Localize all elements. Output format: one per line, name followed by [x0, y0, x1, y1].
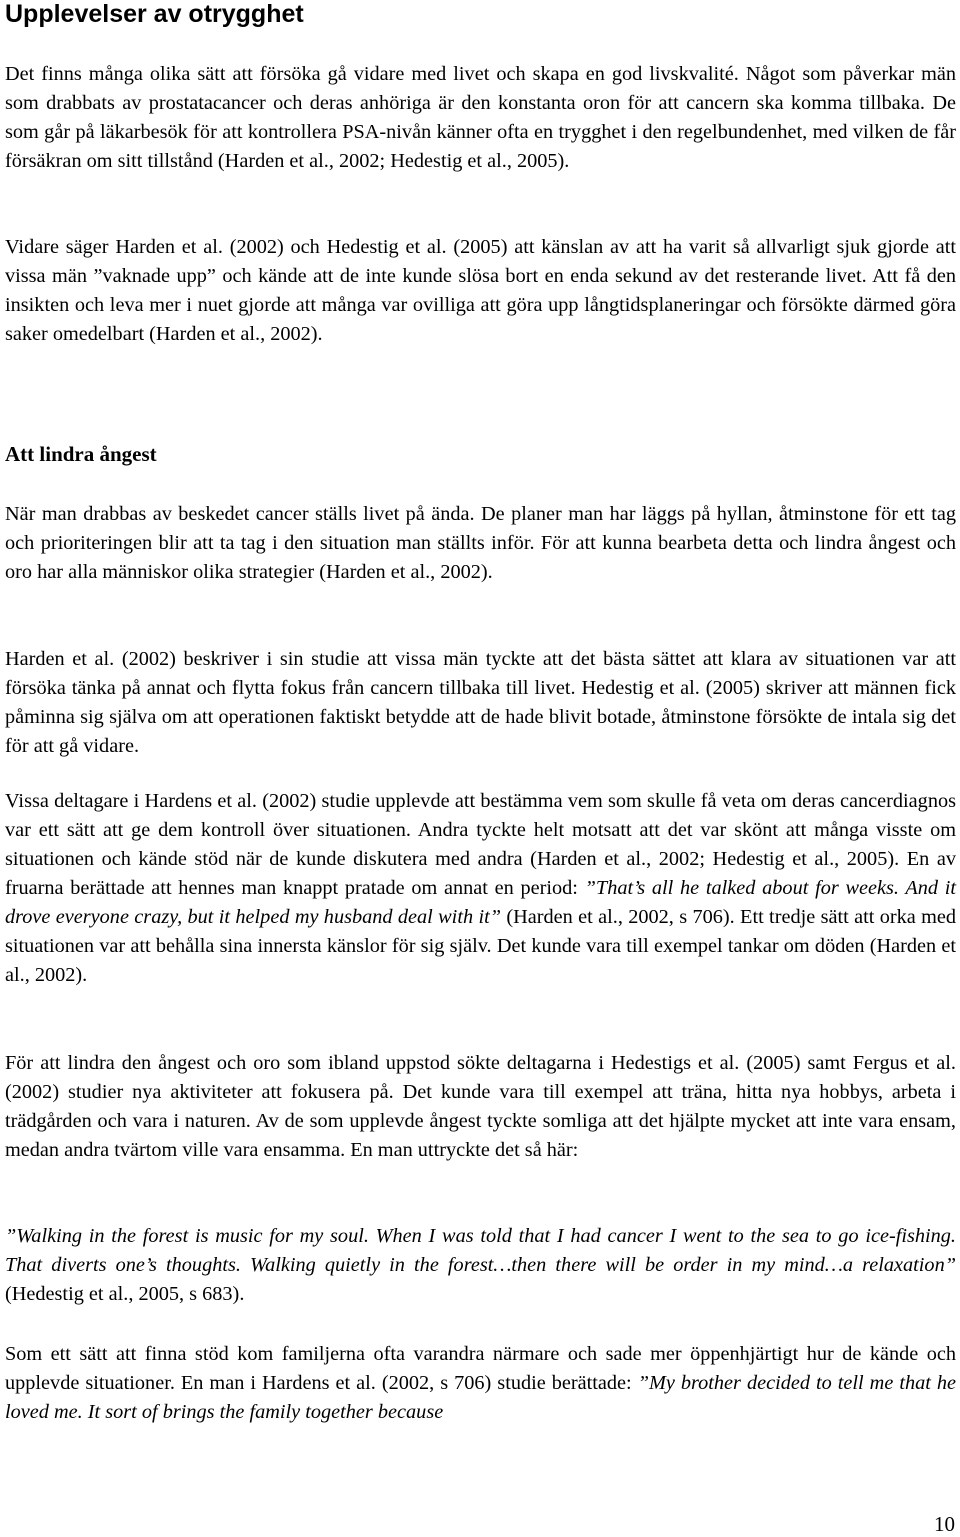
section-heading: Upplevelser av otrygghet — [5, 0, 304, 28]
paragraph-5-text-after: (Harden et al., 2002, s 706). Ett tredje sätt att orka med situationen var att behålla sina innersta känslor för sig själv. Det kunde vara till exempel tankar om döden (Harden et al., 2002). — [5, 906, 956, 986]
paragraph-2: Vidare säger Harden et al. (2002) och Hedestig et al. (2005) att känslan av att ha varit så allvarligt sjuk gjorde att vissa män ”vaknade upp” och kände att de inte kunde slösa bort en enda sekund av det resterande livet. Att få den insikten och leva mer i nuet gjorde att många var ovilliga att göra upp långtidsplaneringar och försökte därmed göra saker omedelbart (Harden et al., 2002). — [5, 236, 956, 345]
paragraph-3: När man drabbas av beskedet cancer ställs livet på ända. De planer man har läggs på hyllan, åtminstone för ett tag och prioriteringen blir att ta tag i den situation man ställts inför. För att kunna bearbeta detta och lindra ångest och oro har alla människor olika strategier (Harden et al., 2002). — [5, 503, 956, 583]
paragraph-5 — [5, 787, 956, 990]
paragraph-7-text-after: (Hedestig et al., 2005, s 683). — [5, 1283, 245, 1305]
paragraph-8 — [5, 1340, 956, 1427]
subsection-heading: Att lindra ångest — [5, 442, 157, 466]
paragraph-8-text-before: Som ett sätt att finna stöd kom familjerna ofta varandra närmare och sade mer öppenhjärtigt hur de kände och upplevde situationer. En man i Hardens et al. (2002, s 706) studie berättade: — [5, 1343, 956, 1394]
paragraph-4: Harden et al. (2002) beskriver i sin studie att vissa män tyckte att det bästa sättet att klara av situationen var att försöka tänka på annat och flytta fokus från cancern tillbaka till livet. Hedestig et al. (2005) skriver att männen fick påminna sig själva om att operationen faktiskt betydde att de hade blivit botade, åtminstone försökte de intala sig det för att gå vidare. — [5, 648, 956, 757]
paragraph-8-quote: ”My brother decided to tell me that he loved me. It sort of brings the family together because — [5, 1372, 957, 1423]
paragraph-6: För att lindra den ångest och oro som ibland uppstod sökte deltagarna i Hedestigs et al. (2005) samt Fergus et al. (2002) studier nya aktiviteter att fokusera på. Det kunde vara till exempel att träna, hitta nya hobbys, arbeta i trädgården och vara i naturen. Av de som upplevde ångest tyckte somliga att det hjälpte mycket att inte vara ensam, medan andra tvärtom ville vara ensamma. En man uttryckte det så här: — [5, 1052, 956, 1161]
paragraph-7 — [5, 1222, 956, 1309]
paragraph-5-text-before: Vissa deltagare i Hardens et al. (2002) studie upplevde att bestämma vem som skulle få veta om deras cancerdiagnos var ett sätt att ge dem kontroll över situationen. Andra tyckte helt motsatt att det var skönt att många visste om situationen och kände stöd när de kunde diskutera med andra (Harden et al., 2002; Hedestig et al., 2005). En av fruarna berättade att hennes man knappt pratade om annat en period: — [5, 790, 956, 899]
paragraph-7-quote: ”Walking in the forest is music for my soul. When I was told that I had cancer I went to the sea to go ice-fishing. That diverts one’s thoughts. Walking quietly in the forest…then there will be order in my mind…a relaxation” — [5, 1225, 956, 1276]
paragraph-1: Det finns många olika sätt att försöka gå vidare med livet och skapa en god livskvalité. Något som påverkar män som drabbats av prostatacancer och deras anhöriga är den konstanta oron för att cancern ska komma tillbaka. De som går på läkarbesök för att kontrollera PSA-nivån känner ofta en trygghet i den regelbundenhet, med vilken de får försäkran om sitt tillstånd (Harden et al., 2002; Hedestig et al., 2005). — [5, 63, 956, 172]
page-number: 10 — [934, 1512, 955, 1536]
paragraph-5-quote: ”That’s all he talked about for weeks. And it drove everyone crazy, but it helped my husband deal with it” — [5, 877, 956, 928]
